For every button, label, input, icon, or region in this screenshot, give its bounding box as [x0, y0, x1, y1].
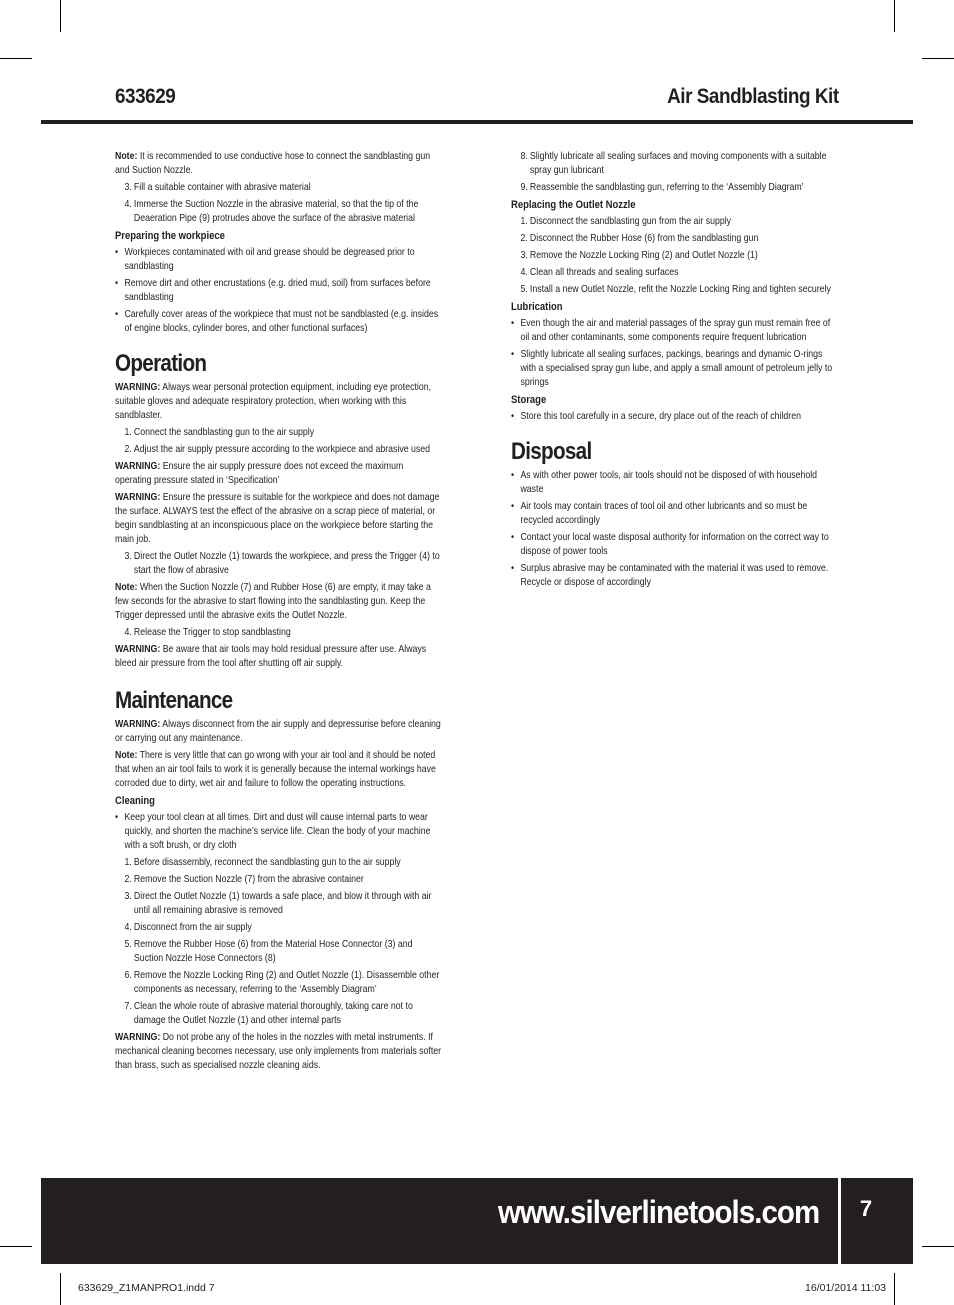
prep-bullets [115, 246, 442, 336]
lubrication-heading: Lubrication [511, 301, 563, 313]
step-text: Disconnect the Rubber Hose (6) from the sandblasting gun [529, 233, 759, 244]
step-number: 3. [124, 891, 132, 902]
bullet-item: • Carefully cover areas of the workpiece that must not be sandblasted (e.g. insides of engine blocks, cylinder bores, and other functional surfaces) [115, 308, 442, 336]
crop-mark [0, 58, 32, 59]
bullet-item: • Store this tool carefully in a secure, dry place out of the reach of children [511, 410, 838, 424]
step-number: 1. [124, 427, 132, 438]
step-text: Immerse the Suction Nozzle in the abrasive material, so that the tip of the Deaeration Pipe (9) protrudes above the surface of the abrasive material [133, 199, 419, 224]
step-text: Direct the Outlet Nozzle (1) towards the workpiece, and press the Trigger (4) to start the flow of abrasive [133, 551, 440, 576]
replacing-heading: Replacing the Outlet Nozzle [511, 199, 636, 211]
bullet-item: • Contact your local waste disposal authority for information on the correct way to dispose of power tools [511, 531, 838, 559]
step-number: 4. [124, 627, 132, 638]
numbered-step [115, 426, 442, 440]
numbered-step [115, 921, 442, 935]
step-text: Clean all threads and sealing surfaces [529, 267, 679, 278]
warning-text: WARNING: Ensure the pressure is suitable for the workpiece and does not damage the surface. ALWAYS test the effect of the abrasive on a scrap piece of material, or begin sandblasting at an inconspicuous place on the workpiece before starting the main job. [115, 492, 440, 545]
step-text: Remove the Suction Nozzle (7) from the abrasive container [133, 874, 364, 885]
cleaning-bullets [115, 811, 442, 853]
step-number: 4. [520, 267, 528, 278]
prep-heading: Preparing the workpiece [115, 230, 225, 242]
crop-mark [922, 1246, 954, 1247]
step-number: 2. [124, 444, 132, 455]
warning-text: WARNING: Always disconnect from the air supply and depressurise before cleaning or carrying out any maintenance. [115, 719, 441, 744]
page-title: Air Sandblasting Kit [667, 85, 839, 108]
step-number: 5. [124, 939, 132, 950]
step-number: 5. [520, 284, 528, 295]
left-column [115, 150, 443, 1076]
maintenance-heading: Maintenance [115, 687, 233, 714]
bullet-item: • Even though the air and material passages of the spray gun must remain free of oil and other contaminants, some components require frequent lubrication [511, 317, 838, 345]
warning-text: WARNING: Be aware that air tools may hold residual pressure after use. Always bleed air pressure from the tool after shutting off air supply. [115, 644, 427, 669]
cleaning-steps-continued [511, 150, 838, 195]
step-text: Reassemble the sandblasting gun, referring to the ‘Assembly Diagram’ [529, 182, 804, 193]
crop-mark [0, 1246, 32, 1247]
bullet-item: • Workpieces contaminated with oil and grease should be degreased prior to sandblasting [115, 246, 442, 274]
fill-steps [115, 181, 442, 226]
step-text: Slightly lubricate all sealing surfaces and moving components with a suitable spray gun lubricant [529, 151, 827, 176]
step-text: Before disassembly, reconnect the sandblasting gun to the air supply [133, 857, 401, 868]
step-number: 2. [520, 233, 528, 244]
step-text: Connect the sandblasting gun to the air supply [133, 427, 315, 438]
step-text: Fill a suitable container with abrasive material [133, 182, 311, 193]
numbered-step [511, 283, 838, 297]
file-slug: 633629_Z1MANPRO1.indd 7 [78, 1282, 215, 1294]
bullet-item: • Remove dirt and other encrustations (e.g. dried mud, soil) from surfaces before sandblasting [115, 277, 442, 305]
disposal-heading: Disposal [511, 438, 592, 465]
numbered-step [511, 266, 838, 280]
operation-steps [115, 426, 442, 457]
step-text: Disconnect the sandblasting gun from the air supply [529, 216, 732, 227]
header-rule [41, 120, 913, 124]
bullet-item: • Surplus abrasive may be contaminated with the material it was used to remove. Recycle or dispose of accordingly [511, 562, 838, 590]
numbered-step [115, 938, 442, 966]
replacing-steps [511, 215, 838, 297]
step-number: 4. [124, 199, 132, 210]
website-link[interactable]: www.silverlinetools.com [497, 1194, 819, 1230]
numbered-step [115, 626, 442, 640]
warning-text: WARNING: Ensure the air supply pressure does not exceed the maximum operating pressure stated in ‘Specification’ [115, 461, 404, 486]
step-text: Remove the Nozzle Locking Ring (2) and Outlet Nozzle (1) [529, 250, 758, 261]
numbered-step [115, 198, 442, 226]
storage-bullets [511, 410, 838, 424]
crop-mark [894, 0, 895, 32]
date-slug: 16/01/2014 11:03 [805, 1282, 886, 1294]
numbered-step [511, 249, 838, 263]
operation-steps [115, 626, 442, 640]
page-number: 7 [859, 1196, 873, 1221]
crop-mark [922, 58, 954, 59]
numbered-step [511, 181, 838, 195]
numbered-step [115, 443, 442, 457]
step-number: 3. [124, 182, 132, 193]
crop-mark [60, 0, 61, 32]
step-number: 4. [124, 922, 132, 933]
numbered-step [115, 873, 442, 887]
numbered-step [115, 890, 442, 918]
numbered-step [511, 215, 838, 229]
warning-text: WARNING: Always wear personal protection equipment, including eye protection, suitable gloves and adequate respiratory protection, when working with this sandblaster. [115, 382, 432, 421]
numbered-step [115, 181, 442, 195]
crop-mark [894, 1273, 895, 1305]
note-text: Note: There is very little that can go wrong with your air tool and it should be noted that when an air tool fails to work it is generally because the internal workings have corroded due to dirty, wet air and failure to follow the operating instructions. [115, 750, 436, 789]
step-text: Remove the Nozzle Locking Ring (2) and Outlet Nozzle (1). Disassemble other components as necessary, referring to the ‘Assembly Diagram’ [133, 970, 440, 995]
step-number: 1. [124, 857, 132, 868]
product-code: 633629 [115, 85, 176, 108]
storage-heading: Storage [511, 394, 547, 406]
crop-mark [60, 1273, 61, 1305]
step-number: 3. [520, 250, 528, 261]
bullet-item: • Slightly lubricate all sealing surfaces, packings, bearings and dynamic O-rings with a specialised spray gun lube, and apply a small amount of petroleum jelly to springs [511, 348, 838, 390]
bullet-item: • As with other power tools, air tools should not be disposed of with household waste [511, 469, 838, 497]
numbered-step [511, 232, 838, 246]
numbered-step [115, 550, 442, 578]
disposal-bullets [511, 469, 838, 590]
right-column [511, 150, 839, 593]
warning-text: WARNING: Do not probe any of the holes in the nozzles with metal instruments. If mechanical cleaning becomes necessary, use only implements from materials softer than brass, such as specialised nozzle cleaning aids. [115, 1032, 442, 1071]
step-number: 9. [520, 182, 528, 193]
operation-steps [115, 550, 442, 578]
step-text: Release the Trigger to stop sandblasting [133, 627, 291, 638]
note-conductive-hose: Note: It is recommended to use conductive hose to connect the sandblasting gun and Suction Nozzle. [115, 151, 431, 176]
step-text: Clean the whole route of abrasive material thoroughly, taking care not to damage the Outlet Nozzle (1) and other internal parts [133, 1001, 413, 1026]
numbered-step [115, 856, 442, 870]
step-text: Adjust the air supply pressure according to the workpiece and abrasive used [133, 444, 431, 455]
cleaning-steps [115, 856, 442, 1028]
operation-heading: Operation [115, 350, 207, 377]
step-number: 8. [520, 151, 528, 162]
step-number: 3. [124, 551, 132, 562]
step-number: 1. [520, 216, 528, 227]
note-text: Note: When the Suction Nozzle (7) and Rubber Hose (6) are empty, it may take a few seconds for the abrasive to start flowing into the sandblasting gun. Keep the Trigger depressed until the abrasive exits the Outlet Nozzle. [115, 582, 431, 621]
numbered-step [115, 969, 442, 997]
step-text: Remove the Rubber Hose (6) from the Material Hose Connector (3) and Suction Nozzle Hose Connectors (8) [133, 939, 413, 964]
step-text: Disconnect from the air supply [133, 922, 252, 933]
step-number: 6. [124, 970, 132, 981]
step-text: Direct the Outlet Nozzle (1) towards a safe place, and blow it through with air until all remaining abrasive is removed [133, 891, 432, 916]
cleaning-heading: Cleaning [115, 795, 155, 807]
numbered-step [115, 1000, 442, 1028]
step-number: 7. [124, 1001, 132, 1012]
step-text: Install a new Outlet Nozzle, refit the Nozzle Locking Ring and tighten securely [529, 284, 831, 295]
numbered-step [511, 150, 838, 178]
step-number: 2. [124, 874, 132, 885]
bullet-item: • Keep your tool clean at all times. Dirt and dust will cause internal parts to wear quickly, and shorten the machine’s service life. Clean the body of your machine with a soft brush, or dry cloth [115, 811, 442, 853]
lubrication-bullets [511, 317, 838, 390]
bullet-item: • Air tools may contain traces of tool oil and other lubricants and so must be recycled accordingly [511, 500, 838, 528]
